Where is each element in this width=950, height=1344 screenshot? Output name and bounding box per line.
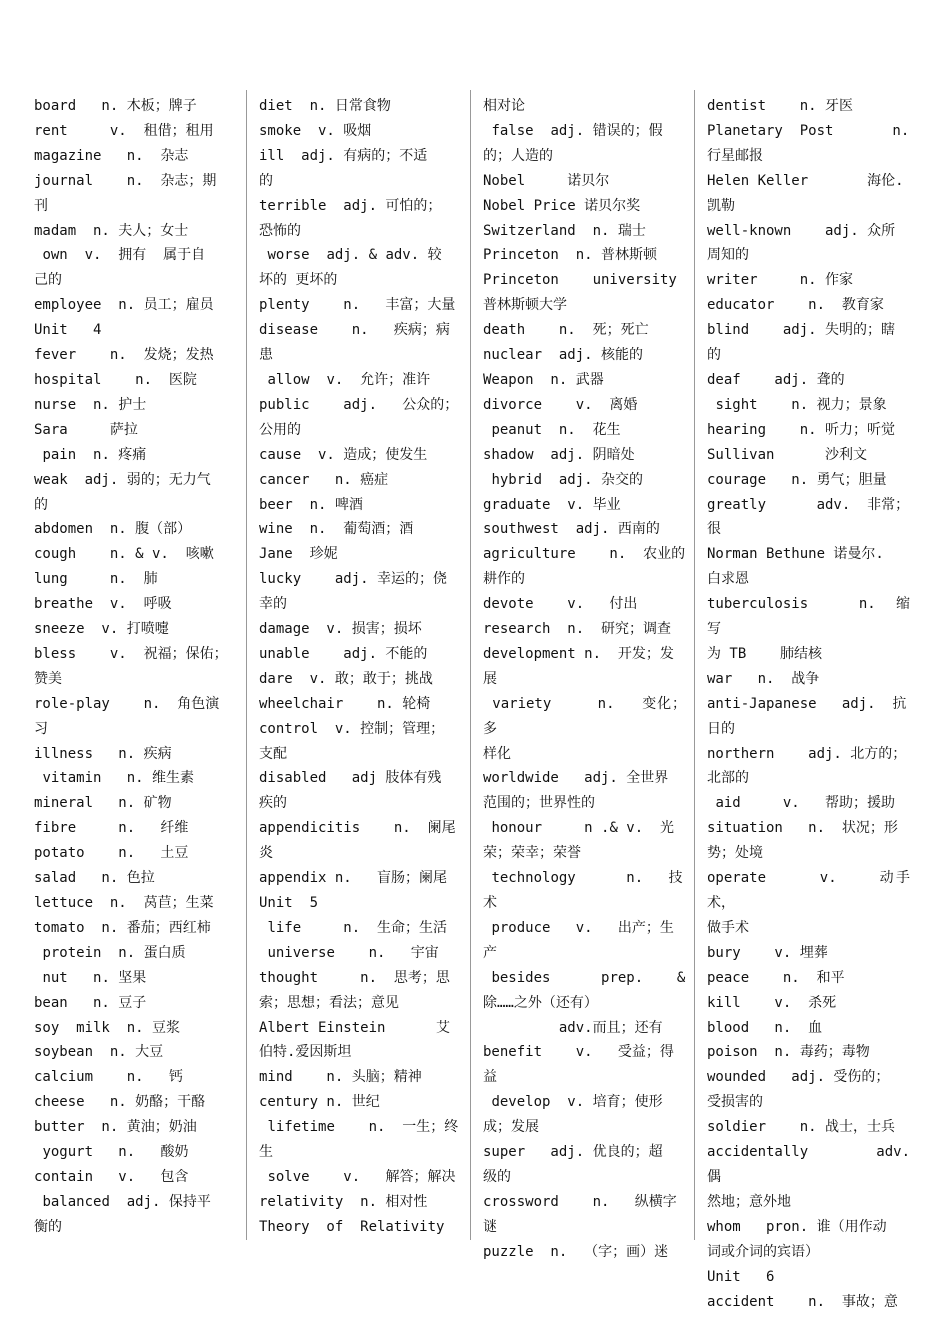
vocab-line: abdomen n. 腹（部） xyxy=(34,521,192,538)
vocab-line: hospital n. 医院 xyxy=(34,371,197,388)
vocab-line: crossword n. 纵横字 xyxy=(483,1193,677,1210)
vocab-line: 支配 xyxy=(259,745,287,762)
vocab-line: false adj. 错误的；假 xyxy=(483,122,663,139)
vocab-line: mineral n. 矿物 xyxy=(34,795,172,812)
vocab-line: benefit v. 受益；得 xyxy=(483,1044,674,1061)
vocab-line: balanced adj. 保持平 xyxy=(34,1193,211,1210)
vocab-line: cheese n. 奶酪；干酪 xyxy=(34,1094,206,1111)
vocab-line: whom pron. 谁（用作动 xyxy=(707,1218,887,1235)
vocab-line: devote v. 付出 xyxy=(483,596,638,613)
vocab-line: Nobel 诺贝尔 xyxy=(483,172,610,189)
vocab-line: 凯勒 xyxy=(707,197,735,214)
vocab-line: fibre n. 纤维 xyxy=(34,820,189,837)
vocab-line: contain v. 包含 xyxy=(34,1168,189,1185)
vocab-line: Switzerland n. 瑞士 xyxy=(483,222,646,239)
vocab-line: hybrid adj. 杂交的 xyxy=(483,471,644,488)
vocab-line: pain n. 疼痛 xyxy=(34,446,147,463)
vocab-line: universe n. 宇宙 xyxy=(259,944,439,961)
vocab-line: calcium n. 钙 xyxy=(34,1069,183,1086)
vocab-line: mind n. 头脑；精神 xyxy=(259,1069,422,1086)
vocab-line: own v. 拥有 属于自 xyxy=(34,247,206,264)
vocab-line: appendix n. 盲肠；阑尾 xyxy=(259,870,448,887)
vocab-line: 的 xyxy=(259,172,273,189)
vocab-line: adv.而且；还有 xyxy=(483,1019,663,1036)
vocab-line: puzzle n. （字；画）迷 xyxy=(483,1243,669,1260)
vocab-line: 受损害的 xyxy=(707,1094,763,1111)
vocab-line: 日的 xyxy=(707,720,735,737)
vocab-line: 周知的 xyxy=(707,247,749,264)
vocab-line: technology n. 技 xyxy=(483,870,683,887)
vocab-line: Norman Bethune 诺曼尔. xyxy=(707,546,884,563)
vocab-line: thought n. 思考；思 xyxy=(259,969,450,986)
vocab-line: accident n. 事故；意 xyxy=(707,1293,898,1310)
vocab-line: development n. 开发；发 xyxy=(483,645,674,662)
vocab-line: operate v. 动手术， xyxy=(707,870,910,911)
vocab-line: Princeton n. 普林斯顿 xyxy=(483,247,658,264)
vocab-line: Unit 6 xyxy=(707,1268,775,1285)
vocab-line: death n. 死；死亡 xyxy=(483,322,649,339)
vocab-line: 耕作的 xyxy=(483,571,525,588)
vocab-line: writer n. 作家 xyxy=(707,272,854,289)
vocab-line: appendicitis n. 阑尾 xyxy=(259,820,456,837)
vocab-line: variety n. 变化；多 xyxy=(483,695,686,737)
vocab-line: peace n. 和平 xyxy=(707,969,845,986)
vocab-line: Nobel Price 诺贝尔奖 xyxy=(483,197,641,214)
vocab-line: 白求恩 xyxy=(707,571,749,588)
vocab-line: nut n. 坚果 xyxy=(34,969,147,986)
vocab-line: 成；发展 xyxy=(483,1119,539,1136)
vocab-line: 展 xyxy=(483,670,497,687)
vocab-line: life n. 生命；生活 xyxy=(259,919,448,936)
vocab-line: smoke v. 吸烟 xyxy=(259,122,372,139)
vocab-line: nurse n. 护士 xyxy=(34,396,147,413)
vocab-line: relativity n. 相对性 xyxy=(259,1193,428,1210)
vocab-line: 炎 xyxy=(259,845,273,862)
vocab-line: solve v. 解答；解决 xyxy=(259,1168,456,1185)
vocab-line: public adj. 公众的； xyxy=(259,396,459,413)
vocab-line: 疾的 xyxy=(259,795,287,812)
vocabulary-page xyxy=(22,90,936,1310)
vocab-line: northern adj. 北方的； xyxy=(707,745,907,762)
vocab-line: protein n. 蛋白质 xyxy=(34,944,186,961)
vocab-line: anti-Japanese adj. 抗 xyxy=(707,695,907,712)
vocab-line: 的；人造的 xyxy=(483,147,553,164)
vocab-line: 除……之外（还有） xyxy=(483,994,598,1011)
vocab-line: hearing n. 听力；听觉 xyxy=(707,421,896,438)
vocab-line: 衡的 xyxy=(34,1218,62,1235)
vocab-line: century n. 世纪 xyxy=(259,1094,380,1111)
vocab-line: journal n. 杂志；期 xyxy=(34,172,217,189)
vocab-line: agriculture n. 农业的 xyxy=(483,546,686,563)
vocab-line: disease n. 疾病；病 xyxy=(259,322,450,339)
vocab-line: wounded adj. 受伤的； xyxy=(707,1069,890,1086)
vocab-line: blind adj. 失明的；瞎 xyxy=(707,322,896,339)
vocab-line: control v. 控制；管理； xyxy=(259,720,445,737)
vocab-line: 幸的 xyxy=(259,596,287,613)
vocab-line: 产 xyxy=(483,944,497,961)
vocab-line: dentist n. 牙医 xyxy=(707,98,854,114)
vocab-line: nuclear adj. 核能的 xyxy=(483,347,644,364)
vocab-line: well-known adj. 众所 xyxy=(707,222,896,239)
vocab-line: Weapon n. 武器 xyxy=(483,371,604,388)
vocab-line: educator n. 教育家 xyxy=(707,297,884,314)
column-3 xyxy=(470,90,694,1260)
vocab-line: 然地；意外地 xyxy=(707,1193,791,1210)
vocab-line: graduate v. 毕业 xyxy=(483,496,621,513)
vocab-line: Planetary Post n. xyxy=(707,122,910,139)
vocab-line: 赞美 xyxy=(34,670,62,687)
vocab-line: 患 xyxy=(259,347,273,364)
vocab-line: Helen Keller 海伦. xyxy=(707,172,904,189)
vocab-line: shadow adj. 阴暗处 xyxy=(483,446,635,463)
vocab-line: 恐怖的 xyxy=(259,222,301,239)
vocab-line: 公用的 xyxy=(259,421,301,438)
vocab-line: butter n. 黄油；奶油 xyxy=(34,1119,197,1136)
vocab-line: super adj. 优良的；超 xyxy=(483,1144,663,1161)
vocab-line: 为 TB 肺结核 xyxy=(707,645,823,662)
vocab-line: 荣；荣幸；荣誉 xyxy=(483,845,581,862)
vocab-line: 很 xyxy=(707,521,721,538)
vocab-line: Sara 萨拉 xyxy=(34,421,138,438)
vocab-line: bean n. 豆子 xyxy=(34,994,147,1011)
vocab-line: blood n. 血 xyxy=(707,1019,823,1036)
vocab-line: courage n. 勇气；胆量 xyxy=(707,471,887,488)
vocab-line: greatly adv. 非常； xyxy=(707,496,910,513)
vocab-line: potato n. 土豆 xyxy=(34,845,189,862)
vocab-line: 索；思想；看法；意见 xyxy=(259,994,399,1011)
vocab-line: rent v. 租借；租用 xyxy=(34,122,214,139)
vocab-line: wheelchair n. 轮椅 xyxy=(259,695,431,712)
vocab-line: soybean n. 大豆 xyxy=(34,1044,164,1061)
vocab-line: 谜 xyxy=(483,1218,497,1235)
vocab-line: vitamin n. 维生素 xyxy=(34,770,195,787)
vocab-line: sneeze v. 打喷嚏 xyxy=(34,621,169,638)
vocab-line: situation n. 状况；形 xyxy=(707,820,898,837)
vocab-line: 术 xyxy=(483,895,497,911)
vocab-line: 伯特.爱因斯坦 xyxy=(259,1044,352,1061)
vocab-line: fever n. 发烧；发热 xyxy=(34,347,214,364)
vocab-line: disabled adj 肢体有残 xyxy=(259,770,442,787)
vocab-line: 行星邮报 xyxy=(707,147,763,164)
vocab-line: Unit 4 xyxy=(34,322,102,339)
vocab-line: 势；处境 xyxy=(707,845,763,862)
vocab-line: Albert Einstein 艾 xyxy=(259,1019,451,1036)
vocab-line: lifetime n. 一生；终 xyxy=(259,1119,459,1136)
vocab-line: peanut n. 花生 xyxy=(483,421,621,438)
vocab-line: Jane 珍妮 xyxy=(259,546,338,563)
vocab-line: dare v. 敢；敢于；挑战 xyxy=(259,670,433,687)
vocab-line: 相对论 xyxy=(483,98,525,114)
vocab-line: 普林斯顿大学 xyxy=(483,297,567,314)
vocab-line: Princeton university xyxy=(483,272,677,289)
vocab-line: bury v. 埋葬 xyxy=(707,944,828,961)
vocab-line: diet n. 日常食物 xyxy=(259,98,391,114)
vocab-line: yogurt n. 酸奶 xyxy=(34,1144,189,1161)
vocab-line: magazine n. 杂志 xyxy=(34,147,189,164)
vocab-line: ill adj. 有病的；不适 xyxy=(259,147,428,164)
vocab-line: tomato n. 番茄；西红柿 xyxy=(34,919,211,936)
vocab-line: accidentally adv. 偶 xyxy=(707,1144,936,1185)
vocab-line: weak adj. 弱的；无力气 xyxy=(34,471,211,488)
vocab-line: lung n. 肺 xyxy=(34,571,158,588)
vocab-line: 北部的 xyxy=(707,770,749,787)
vocab-line: 范围的；世界性的 xyxy=(483,795,595,812)
vocab-line: wine n. 葡萄酒；酒 xyxy=(259,521,414,538)
vocab-line: besides prep. & xyxy=(483,969,686,986)
vocab-line: Theory of Relativity xyxy=(259,1218,445,1235)
vocab-line: southwest adj. 西南的 xyxy=(483,521,660,538)
vocab-line: madam n. 夫人；女士 xyxy=(34,222,189,239)
vocab-line: cause v. 造成；使发生 xyxy=(259,446,428,463)
vocab-line: 益 xyxy=(483,1069,497,1086)
vocab-line: plenty n. 丰富；大量 xyxy=(259,297,456,314)
vocab-line: breathe v. 呼吸 xyxy=(34,596,172,613)
vocab-line: 生 xyxy=(259,1144,273,1161)
vocab-line: 刊 xyxy=(34,197,48,214)
column-4 xyxy=(694,90,936,1310)
vocab-line: deaf adj. 聋的 xyxy=(707,371,845,388)
vocab-line: illness n. 疾病 xyxy=(34,745,172,762)
vocab-line: honour n .& v. 光 xyxy=(483,820,675,837)
vocab-line: role-play n. 角色演 xyxy=(34,695,220,712)
vocab-line: cough n. & v. 咳嗽 xyxy=(34,546,214,563)
vocab-line: develop v. 培育；使形 xyxy=(483,1094,663,1111)
vocab-line: worldwide adj. 全世界 xyxy=(483,770,669,787)
vocab-line: 样化 xyxy=(483,745,511,762)
vocab-line: allow v. 允许；准许 xyxy=(259,371,431,388)
vocab-line: aid v. 帮助；援助 xyxy=(707,795,896,812)
vocab-line: 做手术 xyxy=(707,919,749,936)
vocab-line: bless v. 祝福；保佑； xyxy=(34,645,228,662)
vocab-line: cancer n. 癌症 xyxy=(259,471,389,488)
vocab-line: soy milk n. 豆浆 xyxy=(34,1019,181,1036)
vocab-line: divorce v. 离婚 xyxy=(483,396,638,413)
vocab-line: 己的 xyxy=(34,272,62,289)
vocab-line: lettuce n. 莴苣；生菜 xyxy=(34,895,214,911)
vocab-line: terrible adj. 可怕的； xyxy=(259,197,442,214)
vocab-line: tuberculosis n. 缩写 xyxy=(707,596,910,638)
column-1 xyxy=(22,90,246,1240)
vocab-line: 习 xyxy=(34,720,48,737)
vocab-line: damage v. 损害；损坏 xyxy=(259,621,422,638)
vocab-line: lucky adj. 幸运的；侥 xyxy=(259,571,448,588)
vocab-line: salad n. 色拉 xyxy=(34,870,155,887)
vocab-line: Sullivan 沙利文 xyxy=(707,446,868,463)
vocab-line: soldier n. 战士，士兵 xyxy=(707,1119,896,1136)
vocab-line: poison n. 毒药；毒物 xyxy=(707,1044,870,1061)
vocab-line: Unit 5 xyxy=(259,895,319,911)
column-2 xyxy=(246,90,470,1240)
vocab-line: board n. 木板；牌子 xyxy=(34,98,197,114)
vocab-line: unable adj. 不能的 xyxy=(259,645,428,662)
vocab-line: 的 xyxy=(34,496,48,513)
vocab-line: war n. 战争 xyxy=(707,670,820,687)
vocab-line: 坏的 更坏的 xyxy=(259,272,338,289)
vocab-line: beer n. 啤酒 xyxy=(259,496,363,513)
vocab-line: 的 xyxy=(707,347,721,364)
vocab-line: 词或介词的宾语） xyxy=(707,1243,819,1260)
vocab-line: produce v. 出产；生 xyxy=(483,919,674,936)
vocab-line: worse adj. & adv. 较 xyxy=(259,247,442,264)
vocab-line: research n. 研究；调查 xyxy=(483,621,672,638)
vocab-line: 级的 xyxy=(483,1168,511,1185)
vocab-line: employee n. 员工；雇员 xyxy=(34,297,214,314)
vocab-line: kill v. 杀死 xyxy=(707,994,837,1011)
vocab-line: sight n. 视力；景象 xyxy=(707,396,887,413)
